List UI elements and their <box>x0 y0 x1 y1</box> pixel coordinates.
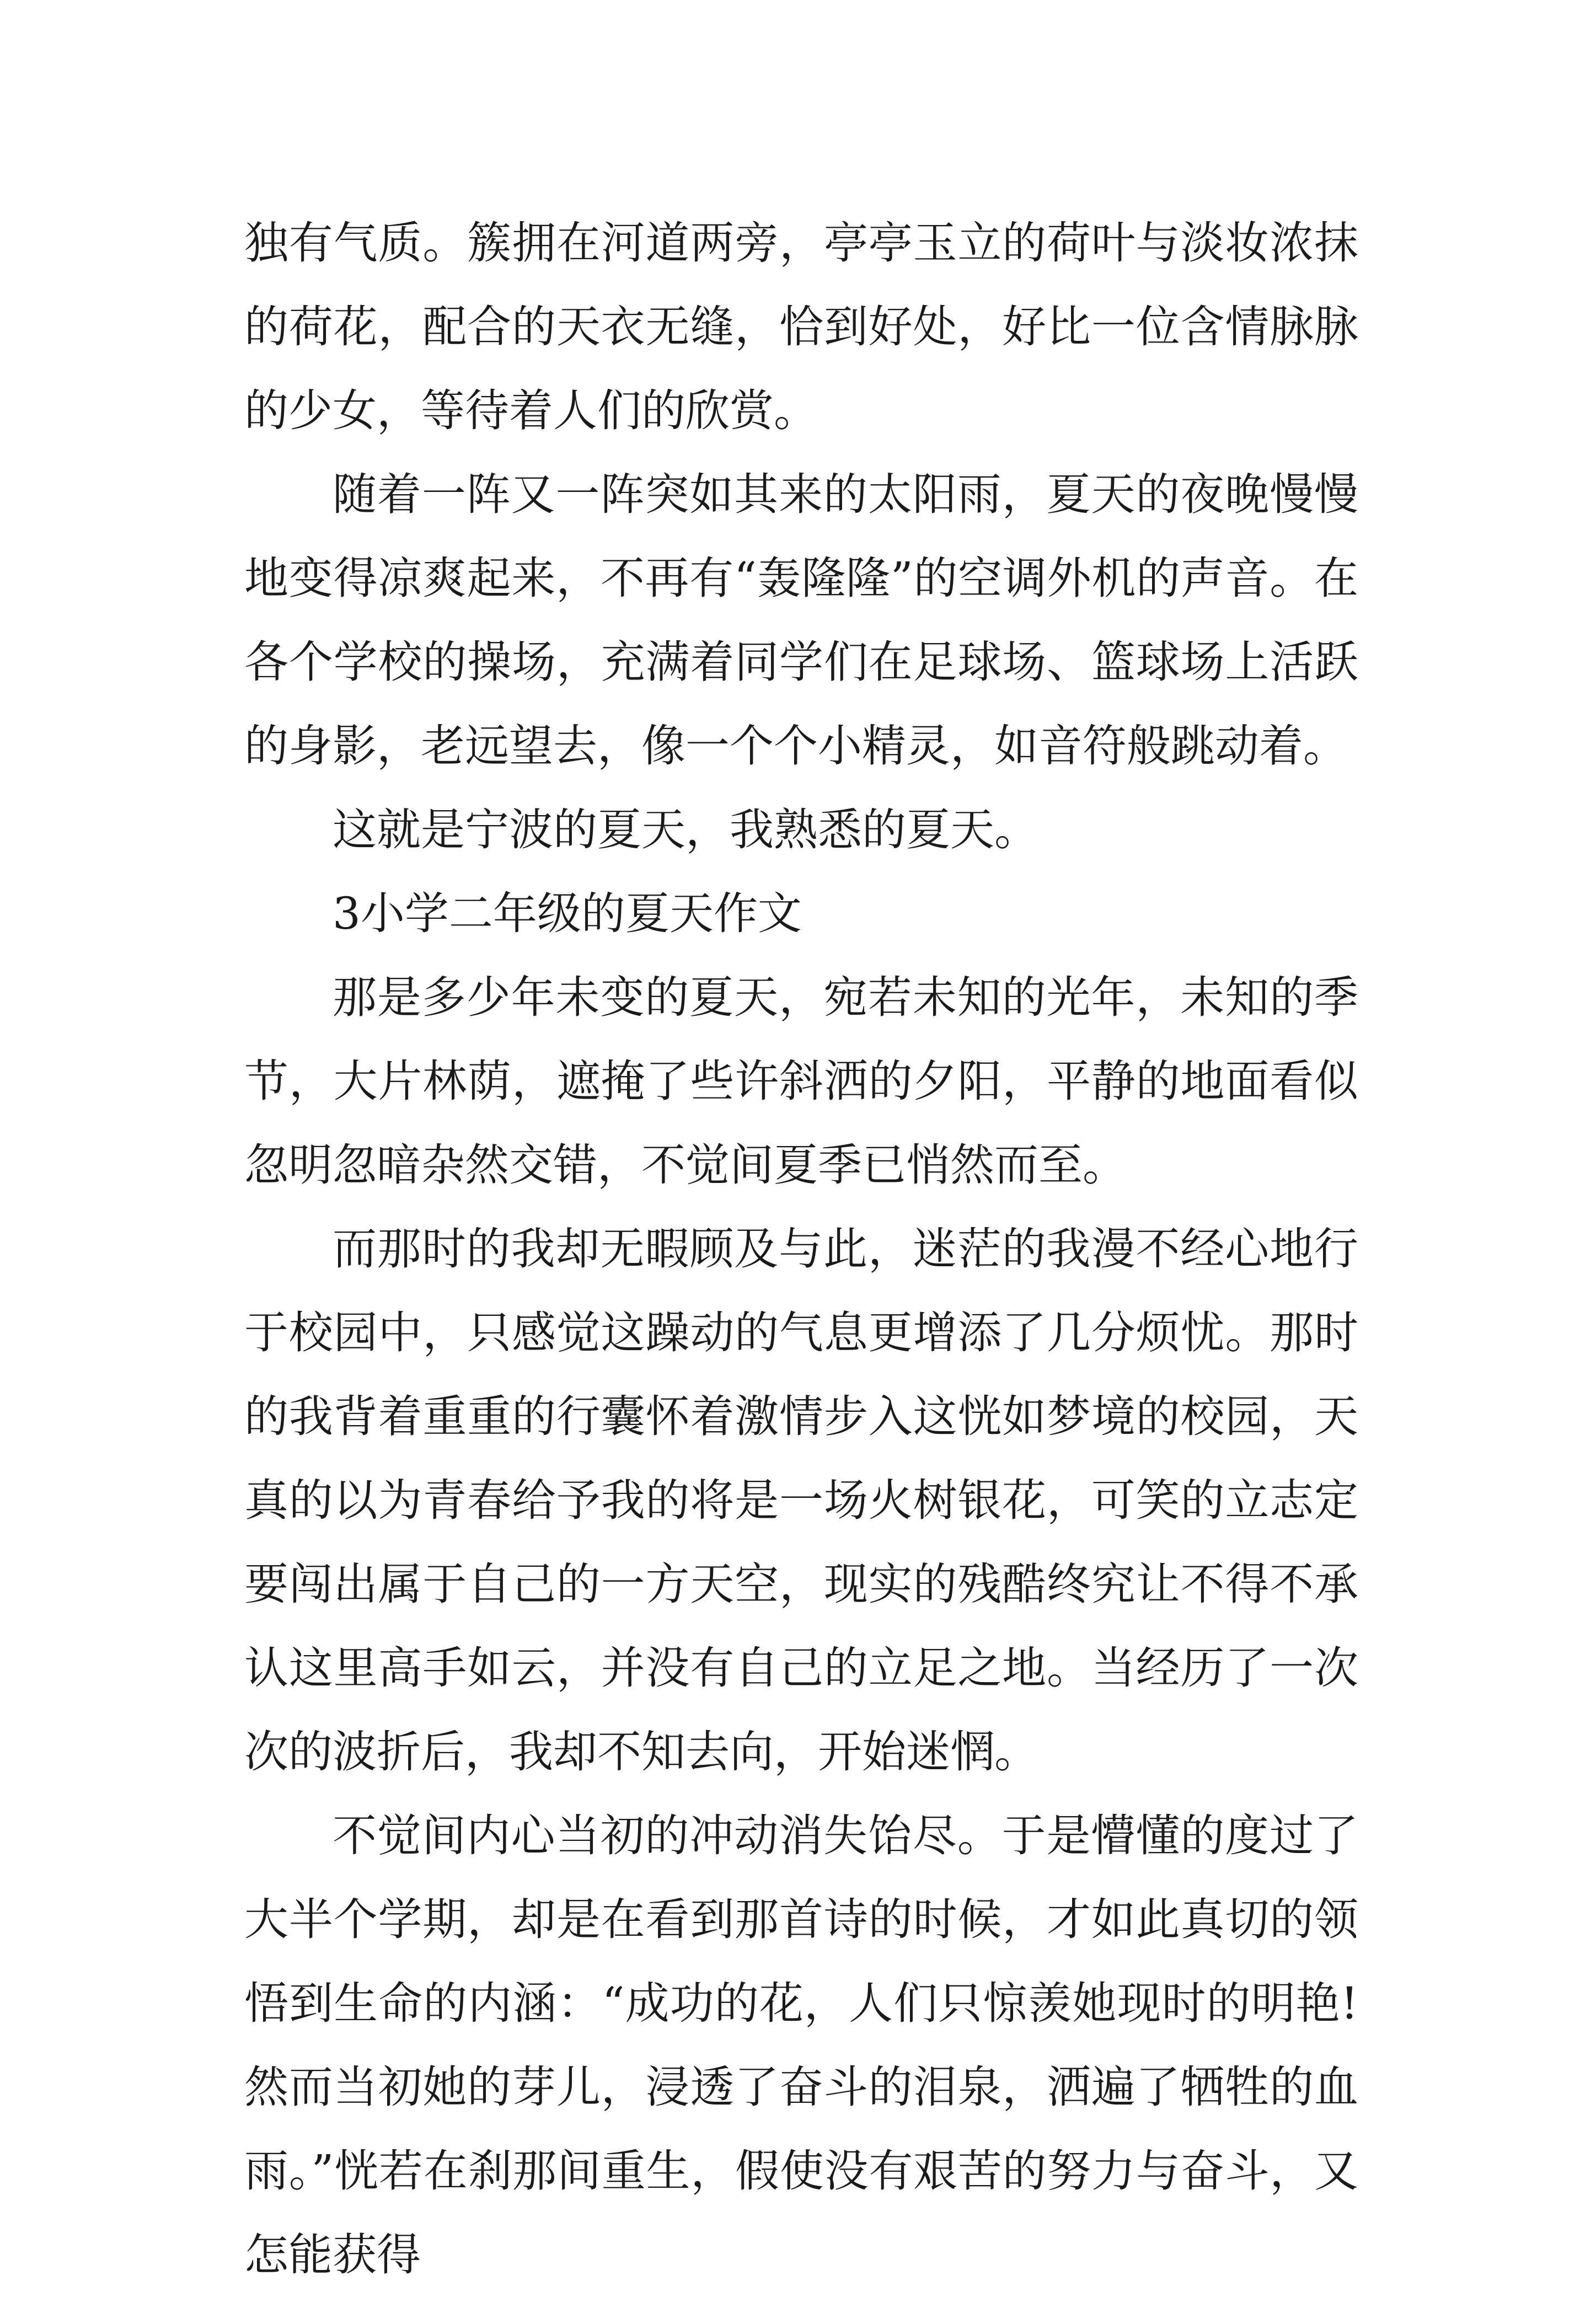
paragraph-2: 随着一阵又一阵突如其来的太阳雨，夏天的夜晚慢慢地变得凉爽起来，不再有“轰隆隆”的空调外机的声音。在各个学校的操场，充满着同学们在足球场、篮球场上活跃的身影，老远望去，像一个个小精灵，如音符般跳动着。 <box>244 469 1358 772</box>
section-heading: 3小学二年级的夏天作文 <box>333 888 802 939</box>
paragraph-3: 这就是宁波的夏天，我熟悉的夏天。 <box>333 804 1038 855</box>
paragraph-5: 那是多少年未变的夏天，宛若未知的光年，未知的季节，大片林荫，遮掩了些许斜洒的夕阳，平静的地面看似忽明忽暗杂然交错，不觉间夏季已悄然而至。 <box>244 972 1358 1191</box>
document-body <box>244 201 1358 2297</box>
paragraph-1: 独有气质。簇拥在河道两旁，亭亭玉立的荷叶与淡妆浓抹的荷花，配合的天衣无缝，恰到好处，好比一位含情脉脉的少女，等待着人们的欣赏。 <box>244 217 1358 436</box>
paragraph-7: 不觉间内心当初的冲动消失饴尽。于是懵懂的度过了大半个学期，却是在看到那首诗的时候，才如此真切的领悟到生命的内涵：“成功的花，人们只惊羡她现时的明艳!然而当初她的芽儿，浸透了奋斗的泪泉，洒遍了牺牲的血雨。”恍若在刹那间重生，假使没有艰苦的努力与奋斗，又怎能获得 <box>244 1810 1358 2280</box>
paragraph-6: 而那时的我却无暇顾及与此，迷茫的我漫不经心地行于校园中，只感觉这躁动的气息更增添了几分烦忧。那时的我背着重重的行囊怀着激情步入这恍如梦境的校园，天真的以为青春给予我的将是一场火树银花，可笑的立志定要闯出属于自己的一方天空，现实的残酷终究让不得不承认这里高手如云，并没有自己的立足之地。当经历了一次次的波折后，我却不知去向，开始迷惘。 <box>244 1223 1358 1777</box>
